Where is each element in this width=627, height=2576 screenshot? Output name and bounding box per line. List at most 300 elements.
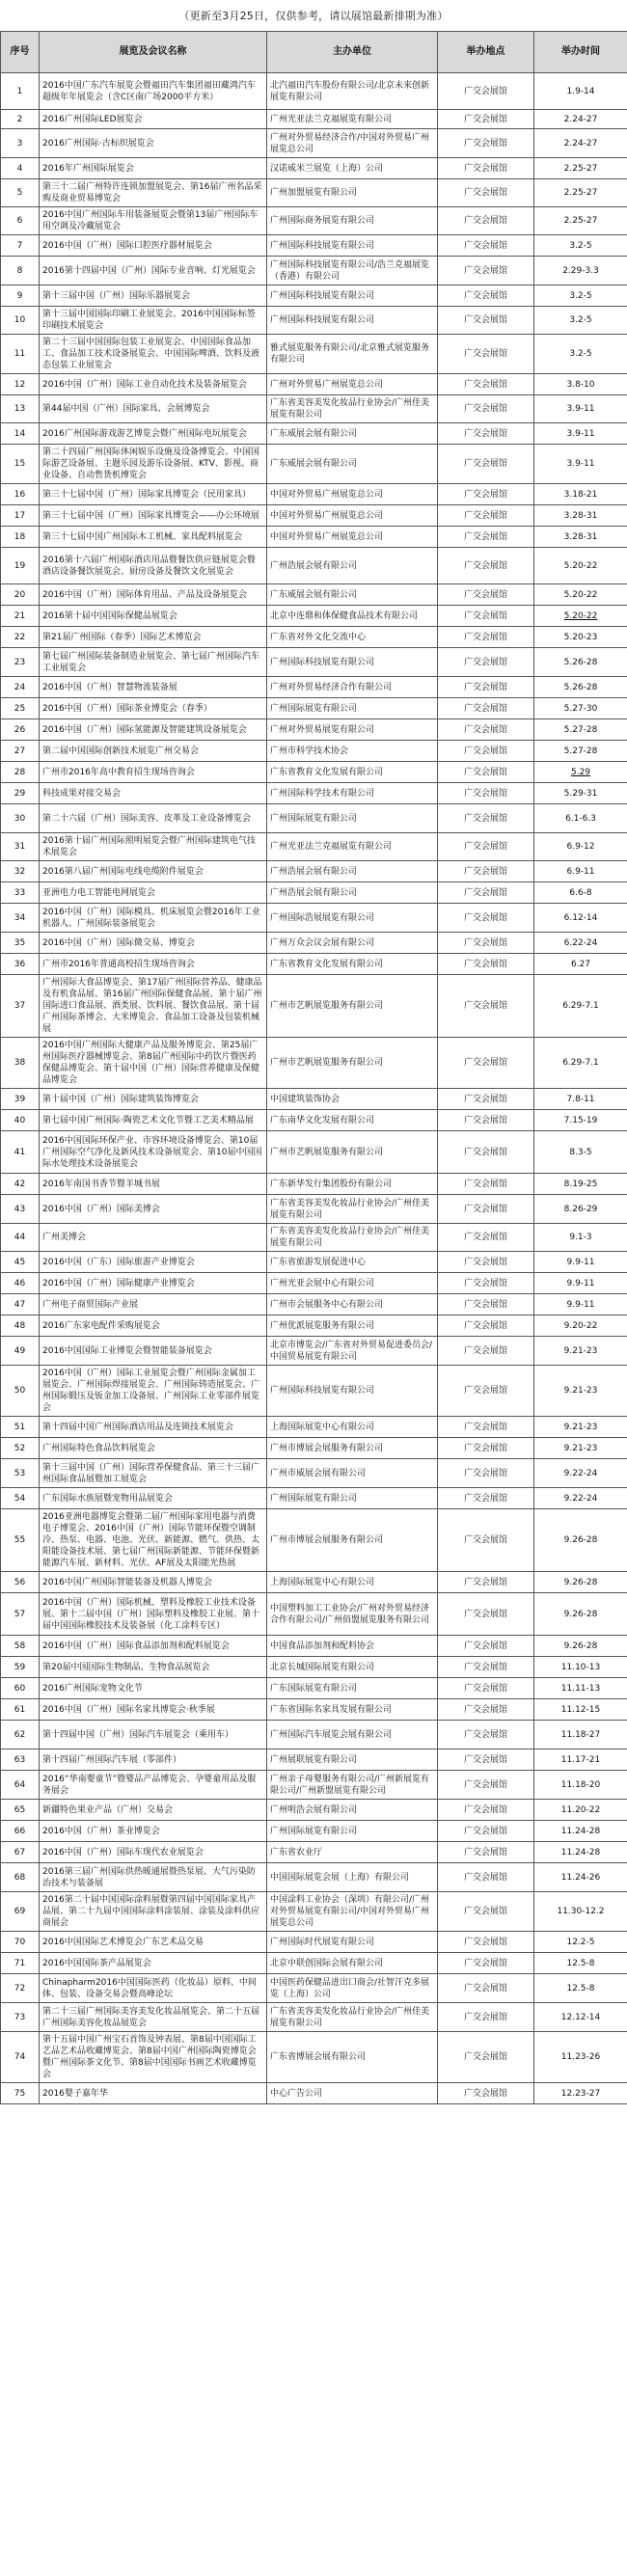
row-venue: 广交会展馆 bbox=[438, 1488, 534, 1509]
table-row bbox=[1, 2083, 627, 2104]
row-date: 7.8-11 bbox=[534, 1089, 627, 1110]
row-number: 40 bbox=[1, 1110, 40, 1131]
table-row bbox=[1, 954, 627, 975]
row-number: 69 bbox=[1, 1892, 40, 1932]
row-venue: 广交会展馆 bbox=[438, 882, 534, 904]
row-number: 68 bbox=[1, 1863, 40, 1892]
row-venue: 广交会展馆 bbox=[438, 719, 534, 741]
row-exhibition-name: 第二届中国国际创新技术展览广州交易会 bbox=[40, 741, 267, 762]
row-venue: 广交会展馆 bbox=[438, 1721, 534, 1749]
row-date: 3.2-5 bbox=[534, 285, 627, 307]
row-exhibition-name: 亚洲电力电工智能电网展览会 bbox=[40, 882, 267, 904]
row-exhibition-name: 2016中国（广州）国际车现代农业展览会 bbox=[40, 1842, 267, 1863]
header-organizer: 主办单位 bbox=[267, 32, 438, 73]
row-exhibition-name: 2016婴子嘉年华 bbox=[40, 2083, 267, 2104]
row-number: 64 bbox=[1, 1771, 40, 1800]
table-row bbox=[1, 1842, 627, 1863]
row-exhibition-name: 2016第十六届广州国际酒店用品暨餐饮供应链展览会暨酒店设备餐饮展览会、厨房设备及餐饮文化展览会 bbox=[40, 548, 267, 584]
table-row bbox=[1, 719, 627, 741]
row-date: 3.9-11 bbox=[534, 423, 627, 445]
row-number: 48 bbox=[1, 1315, 40, 1337]
row-organizer: 广东省农业厅 bbox=[267, 1842, 438, 1863]
row-venue: 广交会展馆 bbox=[438, 285, 534, 307]
row-venue: 广交会展馆 bbox=[438, 1131, 534, 1174]
table-row bbox=[1, 762, 627, 783]
row-organizer: 广东省教育文化发展有限公司 bbox=[267, 762, 438, 783]
row-number: 72 bbox=[1, 1974, 40, 2003]
row-organizer: 广州国际展览有限公司 bbox=[267, 1488, 438, 1509]
header-number: 序号 bbox=[1, 32, 40, 73]
row-venue: 广交会展馆 bbox=[438, 627, 534, 648]
header-date: 举办时间 bbox=[534, 32, 627, 73]
row-exhibition-name: 2016第三届广州国际供热暖通展暨热泵展、大气污染防治技术与装备展 bbox=[40, 1863, 267, 1892]
row-number: 25 bbox=[1, 698, 40, 719]
row-number: 57 bbox=[1, 1593, 40, 1636]
table-row bbox=[1, 1678, 627, 1699]
table-row bbox=[1, 1438, 627, 1459]
row-venue: 广交会展馆 bbox=[438, 698, 534, 719]
row-exhibition-name: 2016第十四届中国（广州）国际专业音响、灯光展览会 bbox=[40, 257, 267, 285]
row-organizer: 中国医药保健品进出口商会/社智汗克多展览（上海）公司 bbox=[267, 1974, 438, 2003]
row-organizer: 广州国际科技展览有限公司 bbox=[267, 648, 438, 677]
row-venue: 广交会展馆 bbox=[438, 505, 534, 527]
row-exhibition-name: 广东国际水族展暨宠物用品展览会 bbox=[40, 1488, 267, 1509]
row-venue: 广交会展馆 bbox=[438, 2032, 534, 2083]
row-venue: 广交会展馆 bbox=[438, 1593, 534, 1636]
table-header-row bbox=[1, 32, 627, 73]
row-exhibition-name: 2016中国广州国际智能装备及机器人博览会 bbox=[40, 1572, 267, 1593]
row-venue: 广交会展馆 bbox=[438, 1459, 534, 1488]
row-date: 11.24-26 bbox=[534, 1863, 627, 1892]
row-venue: 广交会展馆 bbox=[438, 1771, 534, 1800]
row-organizer: 广州国际汽车展览会展有限公司 bbox=[267, 1721, 438, 1749]
row-exhibition-name: 2016中国（广州）国际美博会 bbox=[40, 1195, 267, 1224]
row-date: 5.20-22 bbox=[534, 606, 627, 627]
row-organizer: 广州市艺帆展览服务有限公司 bbox=[267, 975, 438, 1038]
row-number: 35 bbox=[1, 933, 40, 954]
row-organizer: 汉诺威米兰展览（上海）公司 bbox=[267, 158, 438, 179]
row-organizer: 广东省美容美发化妆品行业协会/广州佳美展览有限公司 bbox=[267, 1195, 438, 1224]
row-organizer: 广州对外贸易展览有限公司 bbox=[267, 719, 438, 741]
row-venue: 广交会展馆 bbox=[438, 423, 534, 445]
row-venue: 广交会展馆 bbox=[438, 762, 534, 783]
row-organizer: 广东省对外文化交流中心 bbox=[267, 627, 438, 648]
row-venue: 广交会展馆 bbox=[438, 1417, 534, 1438]
table-row bbox=[1, 783, 627, 804]
row-organizer: 广州国际科技展览有限公司 bbox=[267, 307, 438, 335]
row-date: 9.26-28 bbox=[534, 1636, 627, 1657]
row-number: 71 bbox=[1, 1953, 40, 1974]
row-exhibition-name: 第三十七届中国（广州）国际家具博览会——办公环境展 bbox=[40, 505, 267, 527]
row-venue: 广交会展馆 bbox=[438, 1509, 534, 1572]
row-venue: 广交会展馆 bbox=[438, 1038, 534, 1089]
row-number: 20 bbox=[1, 584, 40, 606]
row-number: 18 bbox=[1, 527, 40, 548]
table-row bbox=[1, 158, 627, 179]
row-exhibition-name: 2016中国国际艺术博览会广东艺术品交易 bbox=[40, 1932, 267, 1953]
row-number: 52 bbox=[1, 1438, 40, 1459]
row-venue: 广交会展馆 bbox=[438, 527, 534, 548]
row-organizer: 广州国际浩展展览有限公司 bbox=[267, 904, 438, 933]
table-row bbox=[1, 1699, 627, 1721]
table-row bbox=[1, 445, 627, 484]
table-row bbox=[1, 933, 627, 954]
row-exhibition-name: 第44届中国（广州）国际家具、会展博览会 bbox=[40, 395, 267, 423]
row-number: 8 bbox=[1, 257, 40, 285]
table-row bbox=[1, 584, 627, 606]
row-venue: 广交会展馆 bbox=[438, 1892, 534, 1932]
row-venue: 广交会展馆 bbox=[438, 1657, 534, 1678]
table-row bbox=[1, 606, 627, 627]
row-venue: 广交会展馆 bbox=[438, 1273, 534, 1294]
row-exhibition-name: 2016广州国际游戏游艺博览会暨广州国际电玩展览会 bbox=[40, 423, 267, 445]
row-organizer: 广州国际展览有限公司 bbox=[267, 1821, 438, 1842]
row-date: 9.9-11 bbox=[534, 1294, 627, 1315]
row-venue: 广交会展馆 bbox=[438, 1089, 534, 1110]
row-venue: 广交会展馆 bbox=[438, 1932, 534, 1953]
row-exhibition-name: 2016中国国际环保产业、市容环境设备博览会、第10届广州国际空气净化及新风技术设备展览会、第10届中国国际水处理技术设备展览会 bbox=[40, 1131, 267, 1174]
row-date: 9.20-22 bbox=[534, 1315, 627, 1337]
table-row bbox=[1, 1417, 627, 1438]
table-row bbox=[1, 285, 627, 307]
table-row bbox=[1, 307, 627, 335]
table-row bbox=[1, 2003, 627, 2032]
row-venue: 广交会展馆 bbox=[438, 1366, 534, 1417]
row-number: 17 bbox=[1, 505, 40, 527]
table-row bbox=[1, 1636, 627, 1657]
row-date: 3.18-21 bbox=[534, 484, 627, 505]
row-organizer: 广东威展会展有限公司 bbox=[267, 584, 438, 606]
row-venue: 广交会展馆 bbox=[438, 129, 534, 158]
table-row bbox=[1, 1459, 627, 1488]
row-date: 12.23-27 bbox=[534, 2083, 627, 2104]
row-date: 6.22-24 bbox=[534, 933, 627, 954]
table-row bbox=[1, 548, 627, 584]
row-exhibition-name: 2016中国广东汽车展览会暨福田汽车集团福田藏鸿汽车超级年年展览会（含C区南广场2000平方米） bbox=[40, 73, 267, 110]
row-number: 46 bbox=[1, 1273, 40, 1294]
table-row bbox=[1, 1932, 627, 1953]
row-organizer: 广州对外贸易广州展览总公司 bbox=[267, 374, 438, 395]
row-organizer: 广东省博展会展有限公司 bbox=[267, 2032, 438, 2083]
row-exhibition-name: 第20届中国国际生物制品、生物食品展览会 bbox=[40, 1657, 267, 1678]
row-exhibition-name: 2016第十届中国国际保健品展览会 bbox=[40, 606, 267, 627]
row-organizer: 广州国际科技展览有限公司 bbox=[267, 285, 438, 307]
row-venue: 广交会展馆 bbox=[438, 1821, 534, 1842]
row-organizer: 广州光亚会展中心有限公司 bbox=[267, 1273, 438, 1294]
row-date: 8.26-29 bbox=[534, 1195, 627, 1224]
row-date: 9.21-23 bbox=[534, 1438, 627, 1459]
table-row bbox=[1, 861, 627, 882]
row-exhibition-name: 第十三届中国国际印刷工业展览会、2016中国国际标签印刷技术展览会 bbox=[40, 307, 267, 335]
row-exhibition-name: 2016年广州国际展览会 bbox=[40, 158, 267, 179]
row-number: 50 bbox=[1, 1366, 40, 1417]
row-venue: 广交会展馆 bbox=[438, 1174, 534, 1195]
row-organizer: 北京中连鼎和体保健食品技术有限公司 bbox=[267, 606, 438, 627]
row-date: 6.6-8 bbox=[534, 882, 627, 904]
row-venue: 广交会展馆 bbox=[438, 1678, 534, 1699]
table-row bbox=[1, 1800, 627, 1821]
row-number: 66 bbox=[1, 1821, 40, 1842]
row-exhibition-name: 广州电子商贸国际产业展 bbox=[40, 1294, 267, 1315]
row-exhibition-name: 2016广东家电配件采购展览会 bbox=[40, 1315, 267, 1337]
row-number: 32 bbox=[1, 861, 40, 882]
row-exhibition-name: 2016广州国际宠物文化节 bbox=[40, 1678, 267, 1699]
row-number: 6 bbox=[1, 207, 40, 235]
row-number: 2 bbox=[1, 110, 40, 129]
row-organizer: 广州市会展服务中心有限公司 bbox=[267, 1294, 438, 1315]
row-venue: 广交会展馆 bbox=[438, 1636, 534, 1657]
row-date: 11.11-13 bbox=[534, 1678, 627, 1699]
row-date: 3.9-11 bbox=[534, 445, 627, 484]
table-row bbox=[1, 1572, 627, 1593]
row-date: 9.26-28 bbox=[534, 1572, 627, 1593]
row-venue: 广交会展馆 bbox=[438, 833, 534, 861]
row-venue: 广交会展馆 bbox=[438, 179, 534, 207]
row-date: 5.20-22 bbox=[534, 584, 627, 606]
table-row bbox=[1, 1593, 627, 1636]
row-date: 1.9-14 bbox=[534, 73, 627, 110]
row-date: 11.24-28 bbox=[534, 1821, 627, 1842]
table-row bbox=[1, 1131, 627, 1174]
row-organizer: 广州亲子母婴服务有限公司/广州新展览有限公司/广州新盟展览有限公司 bbox=[267, 1771, 438, 1800]
table-row bbox=[1, 235, 627, 257]
row-date: 11.17-21 bbox=[534, 1749, 627, 1771]
row-number: 36 bbox=[1, 954, 40, 975]
row-venue: 广交会展馆 bbox=[438, 861, 534, 882]
table-row bbox=[1, 1509, 627, 1572]
row-date: 5.29-31 bbox=[534, 783, 627, 804]
row-exhibition-name: 第二十三届广州国际美容美发化妆品展览会、第二十五届广州国际美容化妆品展览会 bbox=[40, 2003, 267, 2032]
row-number: 59 bbox=[1, 1657, 40, 1678]
table-row bbox=[1, 179, 627, 207]
row-number: 47 bbox=[1, 1294, 40, 1315]
row-number: 9 bbox=[1, 285, 40, 307]
table-row bbox=[1, 1195, 627, 1224]
row-venue: 广交会展馆 bbox=[438, 606, 534, 627]
row-exhibition-name: 2016中国（广州）国际微交易、博览会 bbox=[40, 933, 267, 954]
row-organizer: 北京市博览会/广东省对外贸易促进委员会/中国贸易展览有限公司 bbox=[267, 1337, 438, 1366]
row-venue: 广交会展馆 bbox=[438, 257, 534, 285]
row-date: 11.24-28 bbox=[534, 1842, 627, 1863]
row-exhibition-name: 2016中国广州国际大健康产品及服务博览会、第25届广州国际医疗器械博览会、第8届广州国际中药饮片暨医药保健品博览会、第十届中国（广州）国际营养健康及保健品博览会 bbox=[40, 1038, 267, 1089]
row-exhibition-name: Chinapharm2016中国国际医药（化妆品）原料、中间体、包装、设备交易会暨高峰论坛 bbox=[40, 1974, 267, 2003]
row-organizer: 中国食品添加剂和配料协会 bbox=[267, 1636, 438, 1657]
row-exhibition-name: 第二十三届中国国际包装工业展览会、中国国际食品加工、食品加工技术设备展览会、中国国际啤酒、饮料及液态包装工业展览会 bbox=[40, 335, 267, 374]
table-row bbox=[1, 207, 627, 235]
row-number: 24 bbox=[1, 677, 40, 698]
row-organizer: 广州市博展会展服务有限公司 bbox=[267, 1509, 438, 1572]
row-number: 33 bbox=[1, 882, 40, 904]
row-date: 5.26-28 bbox=[534, 677, 627, 698]
row-organizer: 中心广告公司 bbox=[267, 2083, 438, 2104]
row-number: 13 bbox=[1, 395, 40, 423]
row-date: 12.12-14 bbox=[534, 2003, 627, 2032]
row-date: 2.25-27 bbox=[534, 158, 627, 179]
row-number: 58 bbox=[1, 1636, 40, 1657]
row-number: 26 bbox=[1, 719, 40, 741]
header-exhibition-name: 展览及会议名称 bbox=[40, 32, 267, 73]
row-exhibition-name: 2016中国（广州）国际健康产业博览会 bbox=[40, 1273, 267, 1294]
row-number: 53 bbox=[1, 1459, 40, 1488]
row-venue: 广交会展馆 bbox=[438, 1438, 534, 1459]
row-date: 5.26-28 bbox=[534, 648, 627, 677]
row-number: 51 bbox=[1, 1417, 40, 1438]
row-venue: 广交会展馆 bbox=[438, 73, 534, 110]
row-number: 38 bbox=[1, 1038, 40, 1089]
row-organizer: 上海国际展览中心有限公司 bbox=[267, 1417, 438, 1438]
table-row bbox=[1, 648, 627, 677]
row-organizer: 中国塑料加工工业协会/广州对外贸易经济合作有限公司/广州佰盟展览服务有限公司 bbox=[267, 1593, 438, 1636]
row-date: 6.29-7.1 bbox=[534, 975, 627, 1038]
row-date: 6.9-12 bbox=[534, 833, 627, 861]
table-row bbox=[1, 1821, 627, 1842]
table-row bbox=[1, 627, 627, 648]
row-venue: 广交会展馆 bbox=[438, 1252, 534, 1273]
row-number: 23 bbox=[1, 648, 40, 677]
row-exhibition-name: 2016中国（广州）国际模具、机床展览会暨2016年工业机器人、广州国际装备展览会 bbox=[40, 904, 267, 933]
row-venue: 广交会展馆 bbox=[438, 1800, 534, 1821]
row-date: 9.9-11 bbox=[534, 1252, 627, 1273]
row-organizer: 广州市科学技术协会 bbox=[267, 741, 438, 762]
row-date: 6.29-7.1 bbox=[534, 1038, 627, 1089]
row-number: 43 bbox=[1, 1195, 40, 1224]
row-date: 9.9-11 bbox=[534, 1273, 627, 1294]
row-organizer: 广州对外贸易经济合作有限公司 bbox=[267, 677, 438, 698]
row-number: 28 bbox=[1, 762, 40, 783]
row-date: 9.22-24 bbox=[534, 1488, 627, 1509]
table-row bbox=[1, 1749, 627, 1771]
row-date: 8.3-5 bbox=[534, 1131, 627, 1174]
row-organizer: 广州优派展览服务有限公司 bbox=[267, 1315, 438, 1337]
table-row bbox=[1, 1110, 627, 1131]
row-date: 11.10-13 bbox=[534, 1657, 627, 1678]
exhibition-schedule-table bbox=[0, 31, 627, 2104]
row-organizer: 中国对外贸易广州展览总公司 bbox=[267, 484, 438, 505]
row-exhibition-name: 广州美博会 bbox=[40, 1224, 267, 1252]
row-organizer: 广州加盟展览有限公司 bbox=[267, 179, 438, 207]
row-exhibition-name: 第十四届中国广州国际酒店用品及连锁技术展览会 bbox=[40, 1417, 267, 1438]
table-row bbox=[1, 1337, 627, 1366]
row-date: 2.24-27 bbox=[534, 110, 627, 129]
row-exhibition-name: 2016中国（广州）茶业博览会 bbox=[40, 1821, 267, 1842]
row-number: 70 bbox=[1, 1932, 40, 1953]
row-venue: 广交会展馆 bbox=[438, 110, 534, 129]
row-organizer: 广州国际科技展览有限公司 bbox=[267, 1366, 438, 1417]
row-organizer: 广州浩展会展有限公司 bbox=[267, 861, 438, 882]
row-number: 73 bbox=[1, 2003, 40, 2032]
row-organizer: 广州市艺帆展览服务有限公司 bbox=[267, 1131, 438, 1174]
row-venue: 广交会展馆 bbox=[438, 741, 534, 762]
row-organizer: 广州国际科技展览有限公司/浩兰克福展览（香港）有限公司 bbox=[267, 257, 438, 285]
row-exhibition-name: 第二十六届（广州）国际美容、皮革及工业设备博览会 bbox=[40, 804, 267, 833]
row-organizer: 广东省教育文化发展有限公司 bbox=[267, 954, 438, 975]
table-row bbox=[1, 484, 627, 505]
row-exhibition-name: 2016中国国际工业博览会暨智能装备展览会 bbox=[40, 1337, 267, 1366]
row-venue: 广交会展馆 bbox=[438, 445, 534, 484]
row-number: 10 bbox=[1, 307, 40, 335]
table-row bbox=[1, 335, 627, 374]
table-row bbox=[1, 1315, 627, 1337]
row-exhibition-name: 第十三届中国（广州）国际营养保健食品、第三十三届广州国际食品展暨加工展览会 bbox=[40, 1459, 267, 1488]
row-venue: 广交会展馆 bbox=[438, 1572, 534, 1593]
row-venue: 广交会展馆 bbox=[438, 954, 534, 975]
row-date: 11.20-22 bbox=[534, 1800, 627, 1821]
row-date: 6.1-6.3 bbox=[534, 804, 627, 833]
row-organizer: 中国对外贸易广州展览总公司 bbox=[267, 505, 438, 527]
row-organizer: 广州浩展会展有限公司 bbox=[267, 548, 438, 584]
row-exhibition-name: 广州国际特色食品饮料展览会 bbox=[40, 1438, 267, 1459]
row-organizer: 广东南华文化发展有限公司 bbox=[267, 1110, 438, 1131]
row-number: 60 bbox=[1, 1678, 40, 1699]
row-organizer: 广州光亚法兰克福展览有限公司 bbox=[267, 110, 438, 129]
row-number: 41 bbox=[1, 1131, 40, 1174]
table-row bbox=[1, 1953, 627, 1974]
row-organizer: 广东省旅游发展促进中心 bbox=[267, 1252, 438, 1273]
row-exhibition-name: 2016第十届广州国际照明展览会暨广州国际建筑电气技术展览会 bbox=[40, 833, 267, 861]
row-organizer: 广州展联展览有限公司 bbox=[267, 1749, 438, 1771]
row-organizer: 广州市博展会展服务有限公司 bbox=[267, 1438, 438, 1459]
row-venue: 广交会展馆 bbox=[438, 1337, 534, 1366]
row-exhibition-name: 2016第八届广州国际电线电缆附件展览会 bbox=[40, 861, 267, 882]
row-exhibition-name: 第十三届中国（广州）国际乐器展览会 bbox=[40, 285, 267, 307]
row-exhibition-name: 第七届广州国际装备制造业展览会、第七届广州国际汽车工业展览会 bbox=[40, 648, 267, 677]
row-organizer: 广东省美容美发化妆品行业协会/广州佳美展览有限公司 bbox=[267, 1224, 438, 1252]
table-row bbox=[1, 1038, 627, 1089]
row-exhibition-name: 2016年南国书香节暨羊城书展 bbox=[40, 1174, 267, 1195]
row-date: 12.5-8 bbox=[534, 1974, 627, 2003]
row-date: 5.20-23 bbox=[534, 627, 627, 648]
table-row bbox=[1, 129, 627, 158]
row-venue: 广交会展馆 bbox=[438, 235, 534, 257]
row-number: 11 bbox=[1, 335, 40, 374]
table-row bbox=[1, 1252, 627, 1273]
row-venue: 广交会展馆 bbox=[438, 1195, 534, 1224]
row-number: 19 bbox=[1, 548, 40, 584]
row-organizer: 广东国际展览有限公司 bbox=[267, 1678, 438, 1699]
row-date: 11.18-27 bbox=[534, 1721, 627, 1749]
row-exhibition-name: 2016中国（广州）国际体育用品、产品及设备展览会 bbox=[40, 584, 267, 606]
row-organizer: 广州国际时代展览有限公司 bbox=[267, 1932, 438, 1953]
row-number: 31 bbox=[1, 833, 40, 861]
row-number: 75 bbox=[1, 2083, 40, 2104]
row-organizer: 广州国际展览有限公司 bbox=[267, 804, 438, 833]
row-exhibition-name: 2016第二十届中国国际涂料展暨第四届中国国际家具产品展、第二十九届中国国际涂料涂装展、涂装及涂料供应商展会 bbox=[40, 1892, 267, 1932]
row-exhibition-name: 2016中国（广州）国际工业自动化技术及装备展览会 bbox=[40, 374, 267, 395]
row-venue: 广交会展馆 bbox=[438, 1699, 534, 1721]
table-row bbox=[1, 1863, 627, 1892]
row-exhibition-name: 2016中国（广州）国际茶业博览会（春季） bbox=[40, 698, 267, 719]
row-venue: 广交会展馆 bbox=[438, 1749, 534, 1771]
row-exhibition-name: 2016中国（广州）国际工业展览会暨广州国际金属加工展览会、广州国际焊接展览会、广州国际铸造展览会、广州国际锻压及钣金加工设备展、广州国际工业零部件展览会 bbox=[40, 1366, 267, 1417]
row-number: 30 bbox=[1, 804, 40, 833]
row-organizer: 雅式展览服务有限公司/北京雅式展览服务有限公司 bbox=[267, 335, 438, 374]
table-row bbox=[1, 110, 627, 129]
table-row bbox=[1, 1771, 627, 1800]
table-row bbox=[1, 423, 627, 445]
row-organizer: 中国建筑装饰协会 bbox=[267, 1089, 438, 1110]
row-number: 61 bbox=[1, 1699, 40, 1721]
row-date: 6.27 bbox=[534, 954, 627, 975]
row-date: 3.9-11 bbox=[534, 395, 627, 423]
row-organizer: 广州对外贸易经济合作/中国对外贸易广州展览总公司 bbox=[267, 129, 438, 158]
table-row bbox=[1, 505, 627, 527]
row-date: 9.21-23 bbox=[534, 1337, 627, 1366]
row-exhibition-name: 第十届中国（广州）国际建筑装饰博览会 bbox=[40, 1089, 267, 1110]
table-row bbox=[1, 2032, 627, 2083]
row-exhibition-name: 2016亚洲电器博览会暨第二届广州国际家用电器与消费电子博览会、2016中国（广州）国际节能环保暨空调制冷、热泵、电器、电池、光伏、新能源、燃气、供热、太阳能设备技术展、第七届广州国际新能源、节能环保暨新能源汽车展、新材料、光伏、AF展及太阳能光热展 bbox=[40, 1509, 267, 1572]
row-date: 8.19-25 bbox=[534, 1174, 627, 1195]
row-number: 63 bbox=[1, 1749, 40, 1771]
